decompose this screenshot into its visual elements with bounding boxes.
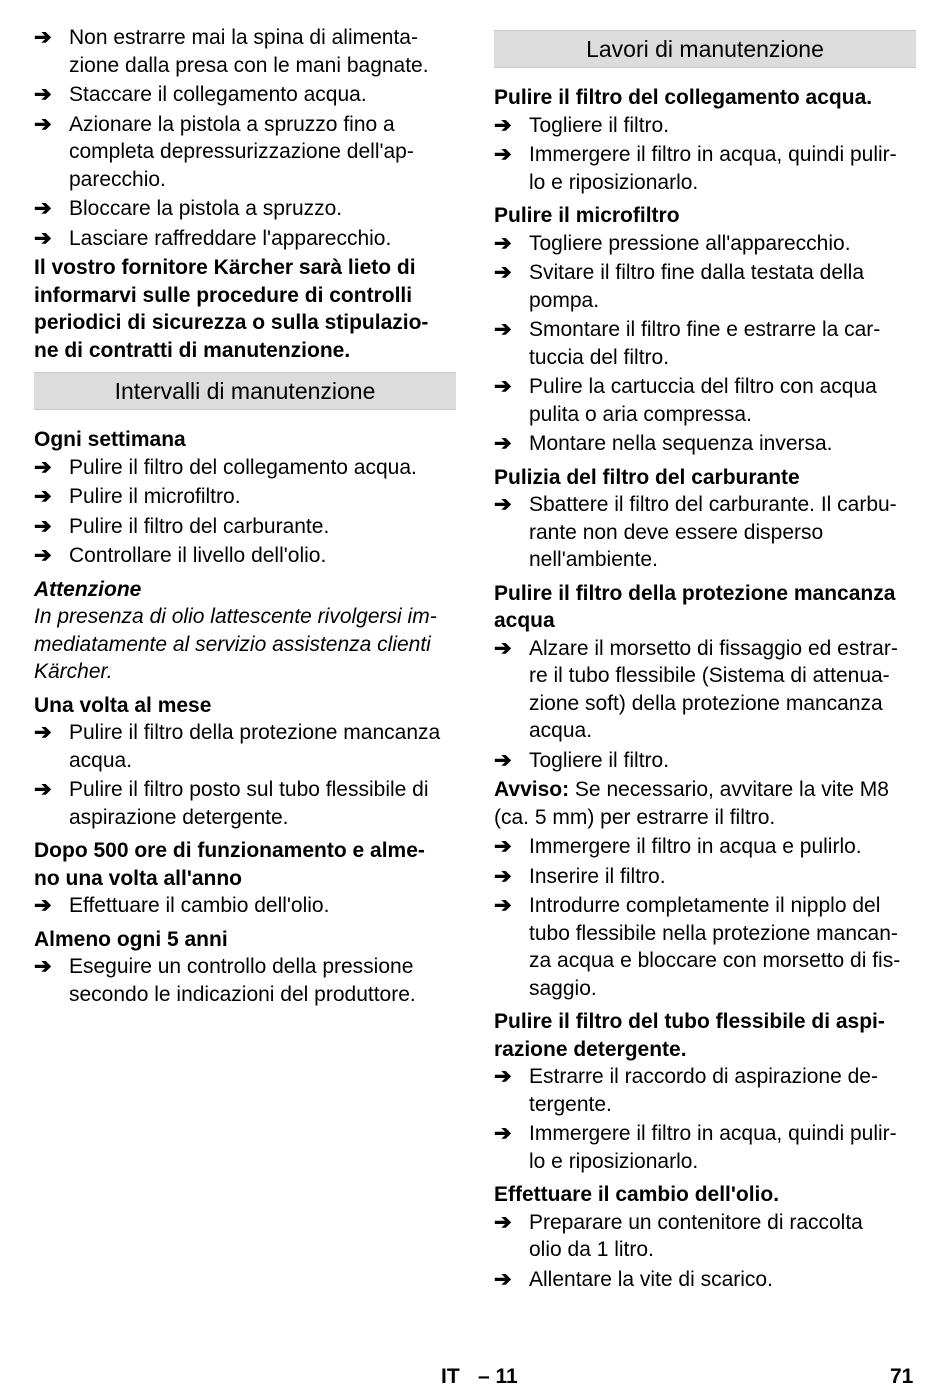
list-item: ➔ Montare nella sequenza inversa. (494, 430, 916, 458)
arrow-icon: ➔ (34, 485, 52, 508)
arrow-icon: ➔ (494, 143, 512, 166)
arrow-icon: ➔ (494, 748, 512, 772)
list-item: ➔ Smontare il filtro fine e estrarre la car- tuccia del filtro. (494, 318, 881, 369)
list-item: ➔ Alzare il morsetto di fissaggio ed estrar- re il tubo flessibile (Sistema di attenua- zione soft) della protezione mancanza acqua. (494, 636, 898, 742)
list-item: ➔ Bloccare la pistola a spruzzo. (34, 195, 456, 223)
list-item: ➔ Togliere il filtro. (494, 112, 916, 140)
section-title-maintenance: Lavori di manutenzione (494, 30, 916, 68)
intro-list (34, 24, 456, 252)
subheading-microfilter: Pulire il microfiltro (494, 204, 680, 227)
subheading-water-filter: Pulire il filtro del collegamento acqua. (494, 86, 873, 109)
list-item: ➔ Inserire il filtro. (494, 863, 916, 891)
arrow-icon: ➔ (34, 112, 52, 136)
arrow-icon: ➔ (34, 455, 52, 479)
arrow-icon: ➔ (34, 721, 52, 744)
list-item: ➔ Introdurre completamente il nipplo del tubo flessibile nella protezione mancan- za acqua e bloccare con morsetto di fis- saggio. (494, 894, 901, 1000)
list-item: ➔ Immergere il filtro in acqua, quindi pulir- lo e riposizionarlo. (494, 1122, 897, 1173)
list-item: ➔ Pulire il filtro posto sul tubo flessibile di aspirazione detergente. (34, 778, 429, 829)
list-item: ➔ Immergere il filtro in acqua e pulirlo. (494, 833, 916, 861)
kaercher-note: Il vostro fornitore Kärcher sarà lieto di informarvi sulle procedure di controlli periodici di sicurezza o sulla stipulazio- ne di contratti di manutenzione. (34, 256, 429, 362)
subheading-detergent-filter: Pulire il filtro del tubo flessibile di aspi- razione detergente. (494, 1010, 885, 1061)
list-item: ➔ Pulire il filtro del collegamento acqua. (34, 454, 456, 482)
arrow-icon: ➔ (494, 1122, 512, 1145)
arrow-icon: ➔ (494, 894, 512, 917)
arrow-icon: ➔ (34, 544, 52, 567)
arrow-icon: ➔ (34, 197, 52, 220)
subheading-water-protection: Pulire il filtro della protezione mancanza acqua (494, 581, 896, 632)
arrow-icon: ➔ (494, 835, 512, 858)
notice: Avviso: Se necessario, avvitare la vite M8 (ca. 5 mm) per estrarre il filtro. (494, 778, 889, 829)
list-item: ➔ Togliere il filtro. (494, 747, 916, 775)
list-item: ➔ Preparare un contenitore di raccolta olio da 1 litro. (494, 1210, 863, 1261)
arrow-icon: ➔ (494, 231, 512, 255)
arrow-icon: ➔ (494, 1210, 512, 1234)
page-number: 71 (890, 1365, 914, 1388)
arrow-icon: ➔ (34, 226, 52, 250)
subheading-5-years: Almeno ogni 5 anni (34, 927, 228, 951)
arrow-icon: ➔ (34, 778, 52, 801)
footer-language: IT (441, 1365, 460, 1388)
arrow-icon: ➔ (34, 894, 52, 917)
attention-text: In presenza di olio lattescente rivolgersi im- mediatamente al servizio assistenza clienti Kärcher. (34, 605, 437, 683)
list-item: ➔ Allentare la vite di scarico. (494, 1266, 916, 1294)
arrow-icon: ➔ (34, 514, 52, 538)
arrow-icon: ➔ (34, 26, 52, 49)
list-item: ➔ Svitare il filtro fine dalla testata della pompa. (494, 261, 865, 312)
list-item: ➔ Lasciare raffreddare l'apparecchio. (34, 225, 456, 253)
arrow-icon: ➔ (494, 432, 512, 455)
list-item: ➔ Pulire il filtro della protezione mancanza acqua. (34, 721, 441, 772)
left-column (34, 24, 456, 1010)
arrow-icon: ➔ (494, 261, 512, 284)
subheading-500-hours: Dopo 500 ore di funzionamento e alme- no una volta all'anno (34, 839, 425, 890)
arrow-icon: ➔ (494, 1267, 512, 1291)
arrow-icon: ➔ (34, 83, 52, 106)
list-item: ➔ Togliere pressione all'apparecchio. (494, 230, 916, 258)
arrow-icon: ➔ (494, 113, 512, 137)
arrow-icon: ➔ (494, 1065, 512, 1088)
arrow-icon: ➔ (494, 318, 512, 341)
arrow-icon: ➔ (494, 493, 512, 516)
footer-local-page: – 11 (478, 1365, 518, 1388)
arrow-icon: ➔ (34, 955, 52, 978)
subheading-fuel-filter: Pulizia del filtro del carburante (494, 465, 800, 489)
list-item: ➔ Estrarre il raccordo di aspirazione de- tergente. (494, 1065, 878, 1116)
section-title-intervals: Intervalli di manutenzione (34, 372, 456, 410)
list-item: ➔ Pulire il microfiltro. (34, 483, 456, 511)
list-item: ➔ Eseguire un controllo della pressione secondo le indicazioni del produttore. (34, 955, 416, 1006)
arrow-icon: ➔ (494, 636, 512, 660)
list-item: ➔ Pulire la cartuccia del filtro con acqua pulita o aria compressa. (494, 375, 877, 426)
notice-label: Avviso: (494, 778, 570, 801)
subheading-monthly: Una volta al mese (34, 693, 212, 717)
subheading-weekly: Ogni settimana (34, 428, 186, 451)
list-item: ➔ Immergere il filtro in acqua, quindi pulir- lo e riposizionarlo. (494, 143, 897, 194)
list-item: ➔ Controllare il livello dell'olio. (34, 542, 456, 570)
subheading-oil-change: Effettuare il cambio dell'olio. (494, 1183, 780, 1206)
arrow-icon: ➔ (494, 375, 512, 398)
arrow-icon: ➔ (494, 864, 512, 888)
list-item: ➔ Effettuare il cambio dell'olio. (34, 892, 456, 920)
attention-heading: Attenzione (34, 577, 142, 601)
list-item: ➔ Pulire il filtro del carburante. (34, 513, 456, 541)
list-item: ➔ Non estrarre mai la spina di alimenta- zione dalla presa con le mani bagnate. (34, 26, 429, 77)
list-item: ➔ Sbattere il filtro del carburante. Il carbu- rante non deve essere disperso nell'ambiente. (494, 493, 897, 571)
list-item: ➔ Azionare la pistola a spruzzo fino a completa depressurizzazione dell'ap- parecchio. (34, 112, 414, 191)
list-item: ➔ Staccare il collegamento acqua. (34, 81, 456, 109)
right-column (494, 30, 916, 1295)
